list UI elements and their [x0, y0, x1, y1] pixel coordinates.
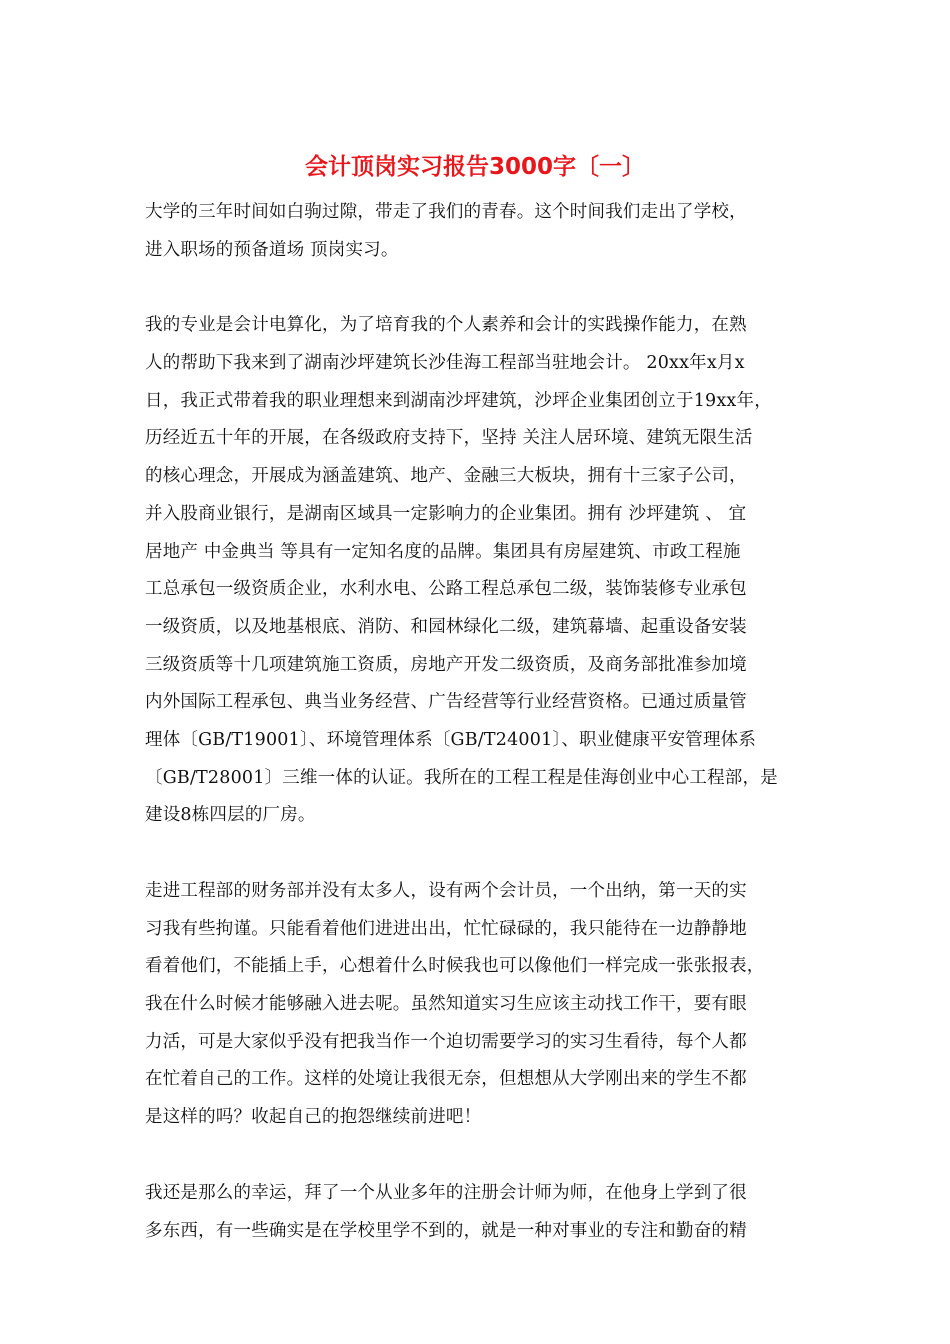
document-title: 会计顶岗实习报告3000字〔一〕	[304, 154, 645, 180]
text-line: 内外国际工程承包、典当业务经营、广告经营等行业经营资格。已通过质量管	[145, 692, 747, 713]
paragraph-1	[145, 194, 810, 269]
text-line: 在忙着自己的工作。这样的处境让我很无奈，但想想从大学刚出来的学生不都	[145, 1069, 747, 1090]
text-line: 理体〔GB/T19001〕、环境管理体系〔GB/T24001〕、职业健康平安管理体系	[145, 729, 757, 750]
text-line: 我还是那么的幸运，拜了一个从业多年的注册会计师为师，在他身上学到了很	[145, 1182, 747, 1203]
text-line: 日，我正式带着我的职业理想来到湖南沙坪建筑，沙坪企业集团创立于19xx年，	[145, 390, 772, 411]
document-body	[145, 194, 810, 1288]
text-line: 〔GB/T28001〕三维一体的认证。我所在的工程工程是佳海创业中心工程部，是	[145, 767, 778, 788]
text-line: 并入股商业银行，是湖南区域具一定影响力的企业集团。拥有 沙坪建筑 、 宜	[145, 503, 747, 524]
text-line: 三级资质等十几项建筑施工资质，房地产开发二级资质，及商务部批准参加境	[145, 654, 747, 675]
paragraph-3	[145, 873, 810, 1137]
text-line: 我的专业是会计电算化，为了培育我的个人素养和会计的实践操作能力，在熟	[145, 315, 747, 336]
text-line: 走进工程部的财务部并没有太多人，设有两个会计员，一个出纳，第一天的实	[145, 881, 747, 901]
text-line: 居地产 中金典当 等具有一定知名度的品牌。集团具有房屋建筑、市政工程施	[145, 541, 741, 562]
text-line: 习我有些拘谨。只能看着他们进进出出，忙忙碌碌的，我只能待在一边静静地	[145, 918, 747, 939]
text-line: 大学的三年时间如白驹过隙，带走了我们的青春。这个时间我们走出了学校，	[145, 202, 747, 222]
text-line: 看着他们，不能插上手，心想着什么时候我也可以像他们一样完成一张张报表，	[145, 956, 765, 977]
paragraph-2	[145, 307, 810, 835]
text-line: 我在什么时候才能够融入进去呢。虽然知道实习生应该主动找工作干，要有眼	[145, 994, 747, 1015]
text-line: 力活，可是大家似乎没有把我当作一个迫切需要学习的实习生看待，每个人都	[145, 1031, 747, 1052]
text-line: 人的帮助下我来到了湖南沙坪建筑长沙佳海工程部当驻地会计。 20xx年x月x	[145, 353, 745, 374]
text-line: 的核心理念，开展成为涵盖建筑、地产、金融三大板块，拥有十三家子公司，	[145, 466, 747, 487]
text-line: 工总承包一级资质企业，水利水电、公路工程总承包二级，装饰装修专业承包	[145, 579, 747, 600]
text-line: 历经近五十年的开展，在各级政府支持下，坚持 关注人居环境、建筑无限生活	[145, 428, 753, 449]
text-line: 是这样的吗？收起自己的抱怨继续前进吧！	[145, 1107, 482, 1128]
text-line: 进入职场的预备道场 顶岗实习。	[145, 239, 399, 260]
text-line: 多东西，有一些确实是在学校里学不到的，就是一种对事业的专注和勤奋的精	[145, 1220, 747, 1241]
text-line: 建设8栋四层的厂房。	[145, 805, 316, 826]
text-line: 一级资质，以及地基根底、消防、和园林绿化二级，建筑幕墙、起重设备安装	[145, 616, 747, 637]
paragraph-4	[145, 1175, 810, 1250]
